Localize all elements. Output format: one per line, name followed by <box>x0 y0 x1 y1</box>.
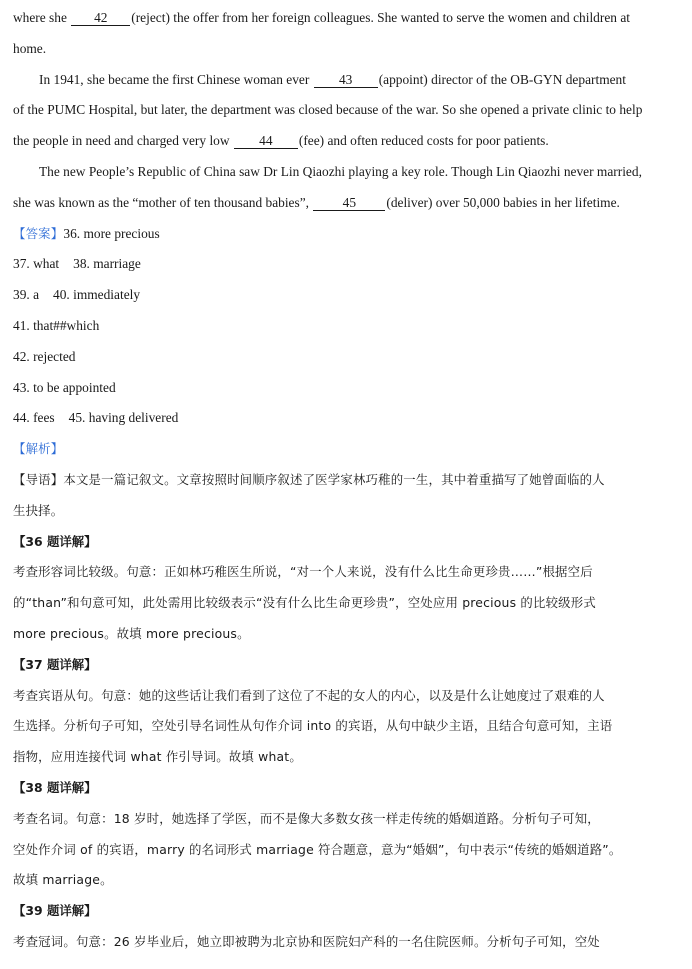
q37-line: 指物，应用连接代词 what 作引导词。故填 what。 <box>13 749 302 765</box>
blank-44: 44 <box>234 134 298 149</box>
q37-line: 生选择。分析句子可知，空处引导名词性从句作介词 into 的宾语，从句中缺少主语，且结合句意可知，主语 <box>13 718 613 734</box>
answer-38: 38. marriage <box>73 256 141 272</box>
passage-line <box>13 3 658 34</box>
passage-text: (deliver) over 50,000 babies in her lifetime. <box>386 194 620 210</box>
answer-43: 43. to be appointed <box>13 379 116 395</box>
q37-line: 考查宾语从句。句意：她的这些话让我们看到了这位了不起的女人的内心，以及是什么让她度过了艰难的人 <box>13 687 605 703</box>
answer-41: 41. that##which <box>13 317 100 333</box>
q36-header: 【36 题详解】 <box>13 533 97 549</box>
answer-line <box>13 280 658 311</box>
answer-44: 44. fees <box>13 410 55 426</box>
q36-line: 考查形容词比较级。句意：正如林巧稚医生所说，“对一个人来说，没有什么比生命更珍贵……”根据空后 <box>13 564 593 580</box>
blank-43: 43 <box>314 73 378 88</box>
q38-line: 考查名词。句意：18 岁时，她选择了学医，而不是像大多数女孩一样走传统的婚姻道路。分析句子可知， <box>13 810 600 826</box>
passage-line <box>13 188 658 219</box>
answer-42: 42. rejected <box>13 348 76 364</box>
answer-line <box>13 219 658 250</box>
blank-42: 42 <box>71 11 130 26</box>
answer-tag: 【答案】 <box>13 225 64 241</box>
intro-line: 生抉择。 <box>13 502 64 518</box>
q38-line: 故填 marriage。 <box>13 872 113 888</box>
passage-text: where she <box>13 10 71 25</box>
q36-line: 的“than”和句意可知，此处需用比较级表示“没有什么比生命更珍贵”，空处应用 precious 的比较级形式 <box>13 595 596 611</box>
answer-39: 39. a <box>13 287 40 303</box>
answer-line <box>13 403 658 434</box>
passage-text: (appoint) director of the OB-GYN department <box>378 71 626 87</box>
answer-40: 40. immediately <box>53 287 141 303</box>
answer-45: 45. having delivered <box>68 410 179 426</box>
passage-line: The new People’s Republic of China saw Dr Lin Qiaozhi playing a key role. Though Lin Qiaozhi never married, <box>39 163 642 179</box>
analysis-tag: 【解析】 <box>13 441 64 457</box>
passage-line <box>13 126 658 157</box>
passage-line <box>13 65 658 96</box>
answer-36: 36. more precious <box>63 225 160 241</box>
q37-header: 【37 题详解】 <box>13 656 97 672</box>
answer-line <box>13 249 658 280</box>
passage-text: she was known as the “mother of ten thousand babies”, <box>13 194 313 210</box>
passage-text: In 1941, she became the first Chinese woman ever <box>39 71 313 87</box>
passage-line: of the PUMC Hospital, but later, the department was closed because of the war. So she opened a private clinic to help <box>13 102 643 118</box>
q36-line: more precious。故填 more precious。 <box>13 625 250 641</box>
passage-text: (fee) and often reduced costs for poor patients. <box>298 133 549 149</box>
blank-45: 45 <box>313 196 385 211</box>
q38-line: 空处作介词 of 的宾语，marry 的名词形式 marriage 符合题意，意为“婚姻”，句中表示“传统的婚姻道路”。 <box>13 841 622 857</box>
q39-line: 考查冠词。句意：26 岁毕业后，她立即被聘为北京协和医院妇产科的一名住院医师。分析句子可知，空处 <box>13 933 600 949</box>
q38-header: 【38 题详解】 <box>13 779 97 795</box>
passage-text: the people in need and charged very low <box>13 133 233 149</box>
passage-text: (reject) the offer from her foreign colleagues. She wanted to serve the women and children at <box>131 10 630 25</box>
passage-line: home. <box>13 40 47 56</box>
answer-37: 37. what <box>13 256 60 272</box>
q39-header: 【39 题详解】 <box>13 903 97 919</box>
intro-line: 【导语】本文是一篇记叙文。文章按照时间顺序叙述了医学家林巧稚的一生，其中着重描写了她曾面临的人 <box>13 471 605 487</box>
